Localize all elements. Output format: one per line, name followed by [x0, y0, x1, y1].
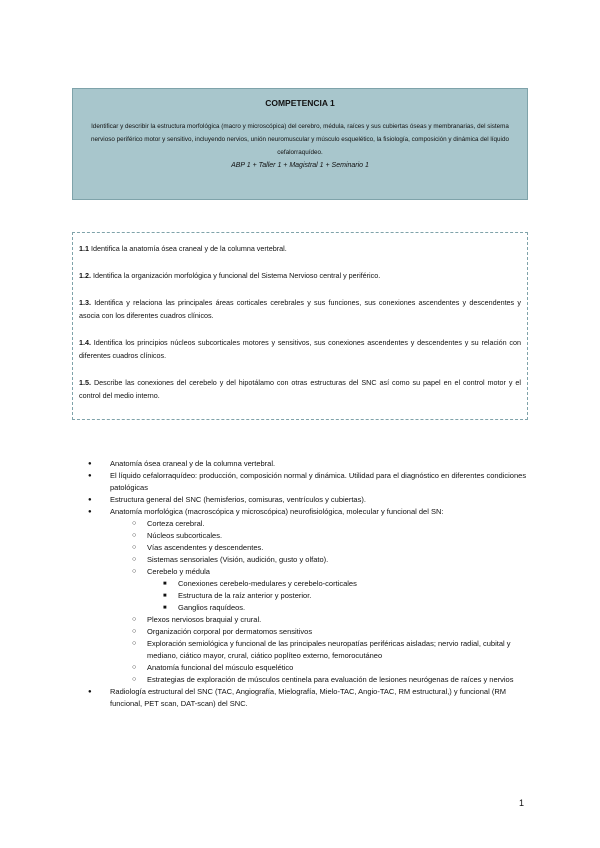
- competencia-description: Identificar y describir la estructura morfológica (macro y microscópica) del cerebro, médula, raíces y sus cubiertas óseas y membranarias, del sistema nervioso periférico motor y sensitivo, incluyendo nervios, unión neuromuscular y músculo esquelético, la fisiología, composición y dinámica del líquido cefalorraquídeo.: [91, 123, 509, 156]
- objetivos-box: [72, 232, 528, 420]
- objetivo-1-5: 1.5. Describe las conexiones del cerebelo y del hipotálamo con otras estructuras del SNC así como su papel en el control motor y el control del medio interno.: [79, 378, 521, 400]
- sublist-item: ○ Estrategias de exploración de músculos centinela para evaluación de lesiones neurógenas de raíces y nervios: [130, 674, 530, 686]
- competencia-title: COMPETENCIA 1: [265, 98, 335, 108]
- sublist-item: [130, 566, 530, 614]
- sublist-item: ○ Vías ascendentes y descendentes.: [130, 542, 530, 554]
- sublist: [110, 518, 530, 686]
- sublist-item: ○ Exploración semiológica y funcional de las principales neuropatías periféricas aisladas; nervio radial, cubital y mediano, ciático mayor, crural, ciático poplíteo externo, femorocutáneo: [130, 638, 530, 662]
- list-item-label: Anatomía morfológica (macroscópica y microscópica) neurofisiológica, molecular y funcional del SN:: [110, 507, 444, 516]
- sub-sublist-item: ■ Estructura de la raíz anterior y posterior.: [161, 590, 530, 602]
- sub-sublist: [147, 578, 530, 614]
- sublist-item-label: Cerebelo y médula: [147, 567, 210, 576]
- sublist-item: ○ Anatomía funcional del músculo esquelético: [130, 662, 530, 674]
- contenidos-list: [84, 458, 530, 710]
- sublist-item: ○ Sistemas sensoriales (Visión, audición, gusto y olfato).: [130, 554, 530, 566]
- sublist-item: ○ Organización corporal por dermatomos sensitivos: [130, 626, 530, 638]
- objetivo-1-3: 1.3. Identifica y relaciona las principales áreas corticales cerebrales y sus funciones, sus conexiones ascendentes y descendentes y asocia con los diferentes cuadros clínicos.: [79, 298, 521, 320]
- competencia-sessions: ABP 1 + Taller 1 + Magistral 1 + Seminario 1: [231, 162, 369, 169]
- list-item: ● Anatomía ósea craneal y de la columna vertebral.: [84, 458, 530, 470]
- objetivo-1-2: 1.2. Identifica la organización morfológica y funcional del Sistema Nervioso central y periférico.: [79, 271, 381, 280]
- sub-sublist-item: ■ Conexiones cerebelo-medulares y cerebelo-corticales: [161, 578, 530, 590]
- competencia-box: [72, 88, 528, 200]
- objetivo-1-4: 1.4. Identifica los principios núcleos subcorticales motores y sensitivos, sus conexiones ascendentes y descendentes y su relación con diferentes cuadros clínicos.: [79, 338, 521, 360]
- page-number: 1: [518, 798, 524, 808]
- sublist-item: ○ Corteza cerebral.: [130, 518, 530, 530]
- list-item: ● Radiología estructural del SNC (TAC, Angiografía, Mielografía, Mielo-TAC, Angio-TAC, RM estructural,) y funcional (RM funcional, PET scan, DAT-scan) del SNC.: [84, 686, 530, 710]
- sublist-item: ○ Plexos nerviosos braquial y crural.: [130, 614, 530, 626]
- sub-sublist-item: ■ Ganglios raquídeos.: [161, 602, 530, 614]
- list-item: ● El líquido cefalorraquídeo: producción, composición normal y dinámica. Utilidad para el diagnóstico en diferentes condiciones patológicas: [84, 470, 530, 494]
- list-item: [84, 506, 530, 686]
- objetivo-1-1: 1.1 Identifica la anatomía ósea craneal y de la columna vertebral.: [79, 244, 287, 253]
- list-item: ● Estructura general del SNC (hemisferios, comisuras, ventrículos y cubiertas).: [84, 494, 530, 506]
- sublist-item: ○ Núcleos subcorticales.: [130, 530, 530, 542]
